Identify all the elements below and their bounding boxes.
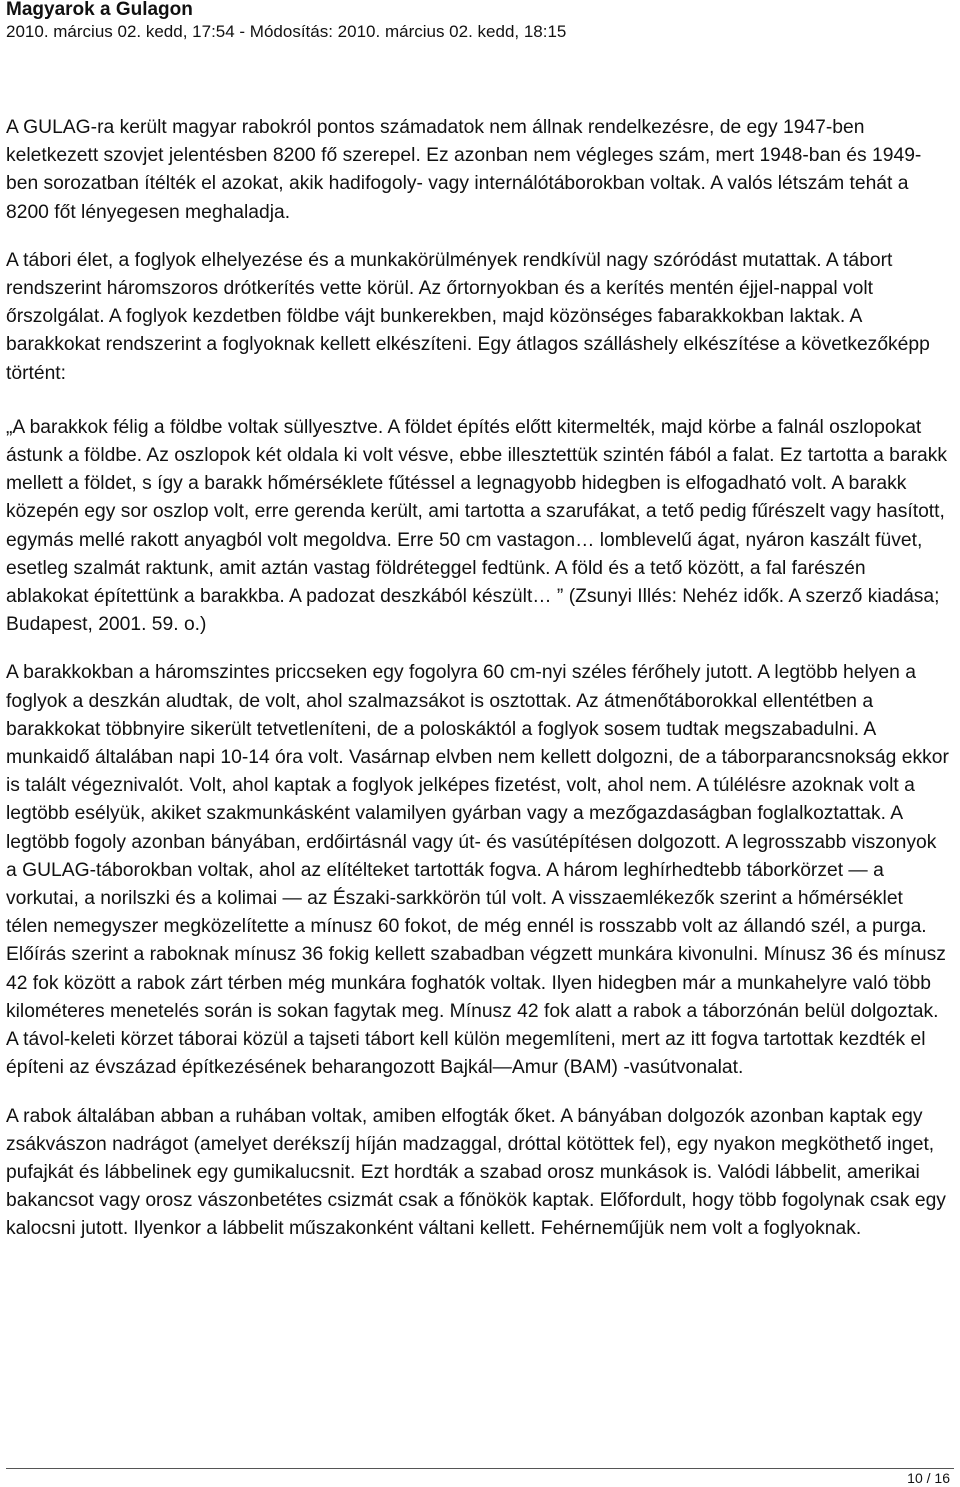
document-date-meta: 2010. március 02. kedd, 17:54 - Módosítás: 2010. március 02. kedd, 18:15 [6, 22, 567, 41]
document-title: Magyarok a Gulagon [6, 0, 193, 20]
paragraph-camp-life: A tábori élet, a foglyok elhelyezése és a munkakörülmények rendkívül nagy szóródást mutattak. A tábort rendszerint háromszoros drótkerítés vette körül. Az őrtornyokban és a kerítés mentén éjjel-nappal volt őrszolgálat. A foglyok kezdetben földbe vájt bunkerekben, majd közönséges fabarakkokban laktak. A barakkokat rendszerint a foglyoknak kellett elkészíteni. Egy átlagos szálláshely elkészítése a következőképp történt: [6, 249, 930, 384]
page-number: 10 / 16 [907, 1470, 950, 1486]
article-body [6, 114, 950, 1244]
paragraph-clothing: A rabok általában abban a ruhában voltak, amiben elfogták őket. A bányában dolgozók azonban kaptak egy zsákvászon nadrágot (amelyet derékszíj híján madzaggal, dróttal kötöttek fel), egy nyakon megköthető inget, pufajkát és lábbelinek egy gumikalucsnit. Ezt hordták a szabad orosz munkások is. Valódi lábbelit, amerikai bakancsot vagy orosz vászonbetétes csizmát csak a főnökök kaptak. Előfordult, hogy több fogolynak csak egy kalocsni jutott. Ilyenkor a lábbelit műszakonként váltani kellett. Fehérneműjük nem volt a foglyoknak. [6, 1105, 946, 1240]
document-header [6, 0, 954, 43]
paragraph-barrack-quote: „A barakkok félig a földbe voltak süllyesztve. A földet építés előtt kitermelték, majd körbe a falnál oszlopokat ástunk a földbe. Az oszlopok két oldala ki volt vésve, ebbe illesztettük szintén fából a falat. Ez tartotta a barakk mellett a földet, s így a barakk hőmérséklete fűtéssel a legnagyobb hidegben is elfogadható volt. A barakk közepén egy sor oszlop volt, erre gerenda került, ami tartotta a szarufákat, a tető pedig fűrészelt vagy hasított, egymás mellé rakott anyagból volt megoldva. Erre 50 cm vastagon… lomblevelű ágat, nyáron kaszált füvet, esetleg szalmát raktunk, amit aztán vastag földréteggel fedtünk. A föld és a tető között, a fal farészén ablakokat építettünk a barakkba. A padozat deszkából készült… ” (Zsunyi Illés: Nehéz idők. A szerző kiadása; Budapest, 2001. 59. o.) [6, 416, 948, 636]
paragraph-gulag-numbers: A GULAG-ra került magyar rabokról pontos számadatok nem állnak rendelkezésre, de egy 1947-ben keletkezett szovjet jelentésben 8200 fő szerepel. Ez azonban nem végleges szám, mert 1948-ban és 1949-ben sorozatban ítélték el azokat, akik hadifogoly- vagy internálótáborokban voltak. A valós létszám tehát a 8200 főt lényegesen meghaladja. [6, 117, 922, 223]
footer-divider [6, 1468, 954, 1469]
paragraph-barrack-conditions: A barakkokban a háromszintes priccseken egy fogolyra 60 cm-nyi széles férőhely jutott. A legtöbb helyen a foglyok a deszkán aludtak, de volt, ahol szalmazsákot is osztottak. Az átmenőtáborokkal ellentétben a barakkokat többnyire sikerült tetvetleníteni, de a poloskáktól a foglyok sosem tudtak megszabadulni. A munkaidő általában napi 10-14 óra volt. Vasárnap elvben nem kellett dolgozni, de a táborparancsnokság ekkor is talált végeznivalót. Volt, ahol kaptak a foglyok jelképes fizetést, volt, ahol nem. A túlélésre azoknak volt a legtöbb esélyük, akiket szakmunkásként valamilyen gyárban vagy a mezőgazdaságban foglalkoztattak. A legtöbb fogoly azonban bányában, erdőirtásnál vagy út- és vasútépítésen dolgozott. A legrosszabb viszonyok a GULAG-táborokban voltak, ahol az elítélteket tartották fogva. A három leghírhedtebb táborkörzet — a vorkutai, a norilszki és a kolimai — az Északi-sarkkörön túl volt. A visszaemlékezők szerint a hőmérséklet télen nemegyszer megközelítette a mínusz 60 fokot, de még ennél is rosszabb volt az állandó szél, a purga. Előírás szerint a raboknak mínusz 36 fokig kellett szabadban végzett munkára kivonulni. Mínusz 36 és mínusz 42 fok között a rabok zárt térben még munkára foghatók voltak. Ilyen hidegben már a munkahelyre való több kilométeres menetelés során is sokan fagytak meg. Mínusz 42 fok alatt a rabok a táborzónán belül dolgoztak. A távol-keleti körzet táborai közül a tajseti tábort kell külön megemlíteni, mert az itt fogva tartottak kezdték el építeni az évszázad építkezésének beharangozott Bajkál—Amur (BAM) -vasútvonalat. [6, 662, 949, 1079]
